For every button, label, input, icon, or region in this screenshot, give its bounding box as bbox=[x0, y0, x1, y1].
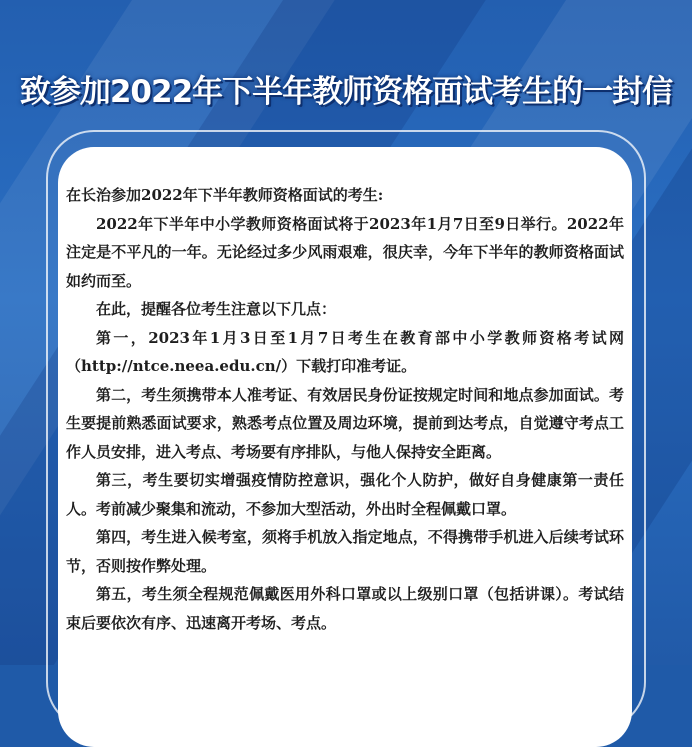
letter-paragraph-point-2: 第二，考生须携带本人准考证、有效居民身份证按规定时间和地点参加面试。考生要提前熟悉面试要求，熟悉考点位置及周边环境，提前到达考点，自觉遵守考点工作人员安排，进入考点、考场要有序排队，与他人保持安全距离。 bbox=[66, 385, 624, 461]
page-title: 致参加2022年下半年教师资格面试考生的一封信 bbox=[19, 74, 673, 110]
letter-paragraph-point-3: 第三，考生要切实增强疫情防控意识，强化个人防护，做好自身健康第一责任人。考前减少聚集和流动，不参加大型活动，外出时全程佩戴口罩。 bbox=[66, 471, 624, 518]
letter-paragraph-point-5: 第五，考生须全程规范佩戴医用外科口罩或以上级别口罩（包括讲课）。考试结束后要依次有序、迅速离开考场、考点。 bbox=[66, 585, 624, 632]
letter-body bbox=[66, 181, 624, 637]
letter-salutation: 在长治参加2022年下半年教师资格面试的考生: bbox=[66, 186, 384, 204]
letter-paragraph-point-1: 第一，2023年1月3日至1月7日考生在教育部中小学教师资格考试网（http://ntce.neea.edu.cn/）下载打印准考证。 bbox=[66, 328, 624, 375]
letter-paragraph-reminder: 在此，提醒各位考生注意以下几点： bbox=[96, 300, 337, 318]
letter-paragraph-intro: 2022年下半年中小学教师资格面试将于2023年1月7日至9日举行。2022年注定是不平凡的一年。无论经过多少风雨艰难，很庆幸，今年下半年的教师资格面试如约而至。 bbox=[66, 214, 624, 290]
letter-paragraph-point-4: 第四，考生进入候考室，须将手机放入指定地点，不得携带手机进入后续考试环节，否则按作弊处理。 bbox=[66, 528, 624, 575]
